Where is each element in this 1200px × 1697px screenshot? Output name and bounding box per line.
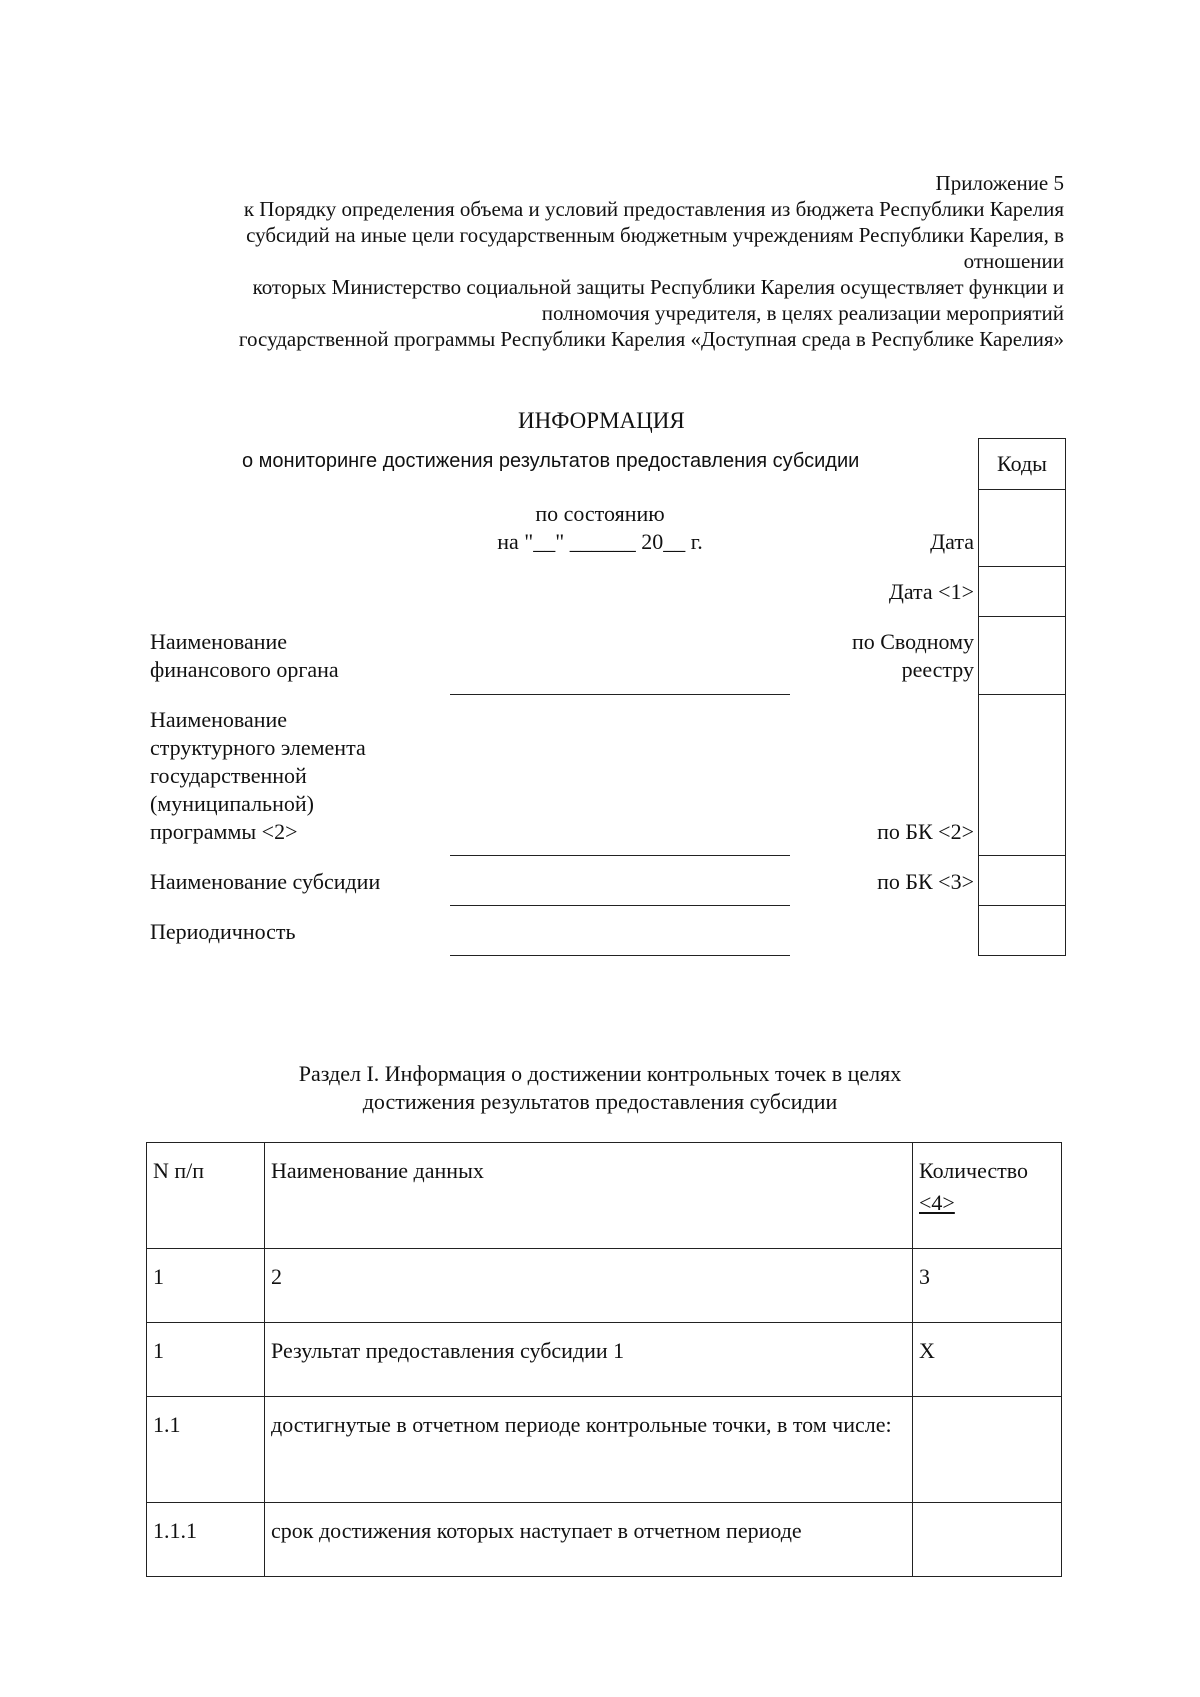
code-cell-periodicity[interactable] [978,905,1066,956]
bk2-label: по БК <2> [877,819,974,844]
code-cell-date[interactable] [978,489,1066,567]
table-cell: 1.1 [147,1397,265,1503]
appendix-line: которых Министерство социальной защиты Республики Карелия осуществляет функции и [252,275,1064,299]
code-cell-bk2[interactable] [978,694,1066,856]
table-cell: Результат предоставления субсидии 1 [265,1323,913,1397]
table-cell: X [913,1323,1062,1397]
fin-org-label [150,628,339,684]
table-cell: 1.1.1 [147,1503,265,1577]
header-quantity-label: Количество [919,1158,1029,1183]
codes-header-cell: Коды [978,438,1066,490]
table-cell[interactable] [913,1397,1062,1503]
table-cell: 1 [147,1323,265,1397]
periodicity-label: Периодичность [150,919,296,944]
table-cell: 1 [147,1249,265,1323]
header-cell-quantity [913,1143,1062,1249]
fin-org-label-line: финансового органа [150,657,339,682]
structural-element-label-line: программы <2> [150,819,298,844]
table-row [147,1503,1062,1577]
registry-label [852,628,974,684]
periodicity-field[interactable] [450,955,790,956]
code-cell-date1[interactable] [978,566,1066,617]
fin-org-label-line: Наименование [150,629,288,654]
table-row [147,1323,1062,1397]
appendix-line: субсидий на иные цели государственным бюджетным учреждениям Республики Карелия, в [246,223,1064,247]
table-cell: срок достижения которых наступает в отчетном периоде [265,1503,913,1577]
appendix-line: Приложение 5 [935,171,1064,195]
appendix-line: государственной программы Республики Карелия «Доступная среда в Республике Карелия» [238,327,1064,351]
table-cell[interactable] [913,1503,1062,1577]
structural-element-label [150,706,366,846]
section-title-line: достижения результатов предоставления субсидии [362,1089,838,1114]
appendix-line: отношении [963,249,1064,273]
structural-element-label-line: Наименование [150,707,288,732]
table-header-row [147,1143,1062,1249]
code-cell-bk3[interactable] [978,855,1066,906]
date1-label: Дата <1> [888,579,974,604]
document-title: ИНФОРМАЦИЯ [518,408,685,433]
bk3-label: по БК <3> [877,869,974,894]
as-of-date-line: на "__" ______ 20__ г. [497,529,703,554]
appendix-header [144,170,1064,352]
date-label: Дата [930,529,974,554]
footnote-link-4[interactable]: <4> [919,1190,955,1215]
table-cell: достигнутые в отчетном периоде контрольные точки, в том числе: [265,1397,913,1503]
as-of-block [400,500,800,556]
subsidy-label: Наименование субсидии [150,869,381,894]
as-of-line: по состоянию [535,501,665,526]
header-cell-number: N п/п [147,1143,265,1249]
control-points-table [146,1142,1062,1577]
registry-label-line: реестру [901,657,974,682]
structural-element-label-line: (муниципальной) [150,791,314,816]
table-cell: 3 [913,1249,1062,1323]
table-row [147,1249,1062,1323]
table-row [147,1397,1062,1503]
structural-element-label-line: структурного элемента [150,735,366,760]
appendix-line: полномочия учредителя, в целях реализации мероприятий [541,301,1064,325]
subsidy-field[interactable] [450,905,790,906]
section-title [200,1060,1000,1116]
appendix-line: к Порядку определения объема и условий предоставления из бюджета Республики Карелия [243,197,1064,221]
fin-org-field[interactable] [450,694,790,695]
document-subtitle: о мониторинге достижения результатов предоставления субсидии [242,450,860,472]
header-cell-name: Наименование данных [265,1143,913,1249]
table-cell: 2 [265,1249,913,1323]
registry-label-line: по Сводному [851,629,974,654]
section-title-line: Раздел I. Информация о достижении контрольных точек в целях [298,1061,902,1086]
code-cell-registry[interactable] [978,616,1066,695]
structural-element-field[interactable] [450,855,790,856]
structural-element-label-line: государственной [150,763,307,788]
